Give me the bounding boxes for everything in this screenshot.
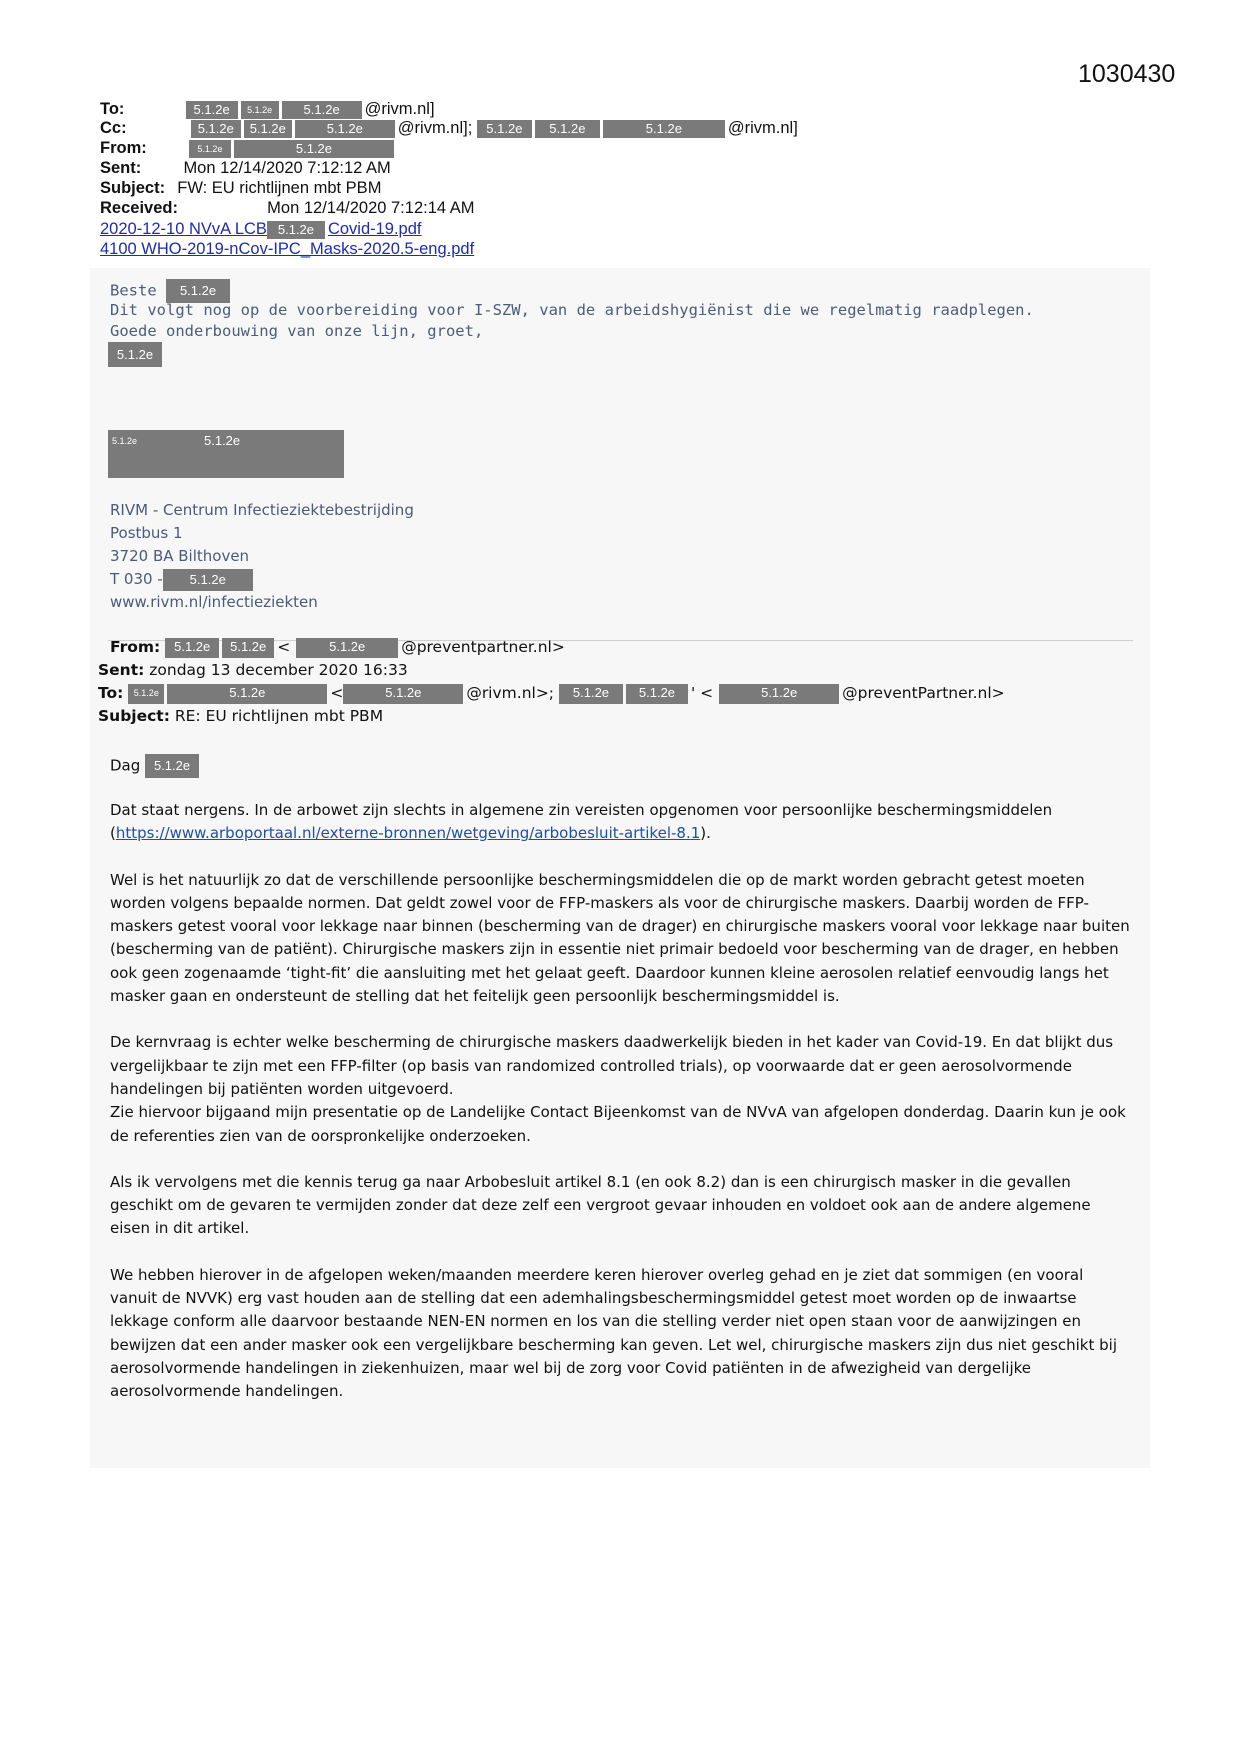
redaction: 5.1.2e: [189, 140, 231, 158]
sent-label: Sent:: [100, 159, 142, 177]
forward-signoff: [108, 342, 165, 367]
reply-to-row: To: 5.1.2e 5.1.2e < 5.1.2e @rivm.nl>; 5.1.2e 5.1.2e ' < 5.1.2e @preventPartner.nl>: [98, 684, 1005, 702]
redaction: 5.1.2e: [165, 638, 219, 658]
reply-subject-label: Subject:: [98, 707, 170, 725]
signature-city: 3720 BA Bilthoven: [110, 547, 250, 565]
redaction: 5.1.2e: [128, 684, 164, 704]
redaction: 5.1.2e: [267, 221, 325, 239]
redaction: 5.1.2e: [244, 120, 292, 138]
attachment-1-suffix[interactable]: Covid-19.pdf: [327, 220, 422, 238]
paragraph-1: [110, 799, 1130, 846]
subject-label: Subject:: [100, 179, 166, 197]
reply-from-row: From: 5.1.2e 5.1.2e < 5.1.2e @preventpartner.nl>: [110, 638, 565, 656]
header-sent-row: [100, 158, 391, 178]
signature-website: www.rivm.nl/infectieziekten: [110, 593, 318, 611]
paragraph-1-text: Dat staat nergens. In de arbowet zijn slechts in algemene zin vereisten opgenomen voor persoonlijke beschermingsmiddelen (: [110, 801, 1053, 843]
header-received-row: [100, 198, 474, 218]
reply-sent-label: Sent:: [98, 661, 145, 679]
to-suffix: @rivm.nl]: [364, 100, 435, 118]
redaction: 5.1.2e: [222, 638, 274, 658]
reply-subject-row: [98, 705, 383, 728]
cc-label: Cc:: [100, 119, 127, 137]
redaction: 5.1.2e: [167, 684, 327, 704]
cc-suffix-2: @rivm.nl]: [727, 119, 798, 137]
redaction: 5.1.2e: [145, 754, 199, 778]
redaction: 5.1.2e: [603, 120, 725, 138]
redaction-label: 5.1.2e: [204, 433, 241, 448]
redaction: 5.1.2e: [559, 684, 623, 704]
header-cc-row: [100, 118, 798, 138]
paragraph-3b: Zie hiervoor bijgaand mijn presentatie op de Landelijke Contact Bijeenkomst van de NVvA van afgelopen donderdag. Daarin kun je ook de referenties zien van de oorspronkelijke onderzoeken.: [110, 1103, 1126, 1145]
signature-org: RIVM - Centrum Infectieziektebestrijding: [110, 501, 414, 519]
redaction: 5.1.2e: [234, 140, 394, 158]
signature-postbus: Postbus 1: [110, 524, 183, 542]
reply-body: [110, 799, 1130, 1427]
redaction: 5.1.2e: [163, 569, 253, 591]
header-from-row: [100, 138, 397, 158]
forward-line-2: Goede onderbouwing van onze lijn, groet,: [110, 322, 484, 340]
signature-phone: [110, 568, 256, 592]
cc-suffix-1: @rivm.nl];: [397, 119, 473, 137]
paragraph-3a: De kernvraag is echter welke bescherming de chirurgische maskers daadwerkelijk bieden in het kader van Covid-19. En dat blijkt dus vergelijkbaar te zijn met een FFP-filter (op basis van randomized controlled trials), op voorwaarde dat er geen aerosolvormende handelingen bij patiënten worden uitgevoerd.: [110, 1033, 1114, 1098]
paragraph-5: We hebben hierover in de afgelopen weken/maanden meerdere keren hierover overleg gehad en je ziet dat sommigen (en vooral vanuit de NVVK) erg vast houden aan de stelling dat een ademhalingsbeschermingsmiddel getest moet worden op de inwaartse lekkage conform alle daarvoor bestaande NEN-EN normen en los van die stelling verder niet open staan voor de aanwijzingen en bewijzen dat een ander masker ook een vergelijkbare bescherming kan geven. Let wel, chirurgische maskers zijn dus niet geschikt bij aerosolvormende handelingen in ziekenhuizen, maar wel bij de zorg voor Covid patiënten in de afwezigheid van dergelijke aerosolvormende handelingen.: [110, 1265, 1117, 1401]
sent-value: Mon 12/14/2020 7:12:12 AM: [183, 159, 391, 177]
paragraph-1-end: ).: [700, 824, 711, 843]
attachment-2[interactable]: [100, 239, 474, 259]
attachment-1[interactable]: [100, 219, 422, 239]
forward-line-1: Dit volgt nog op de voorbereiding voor I-SZW, van de arbeidshygiënist die we regelmatig raadplegen.: [110, 301, 1034, 319]
reply-subject-value: RE: EU richtlijnen mbt PBM: [174, 707, 384, 725]
reply-salutation: [110, 754, 202, 778]
reply-from-suffix: @preventpartner.nl>: [401, 638, 565, 656]
paragraph-4: Als ik vervolgens met die kennis terug ga naar Arbobesluit artikel 8.1 (en ook 8.2) dan is een chirurgisch masker in die gevallen geschikt om de gevaren te vermijden zonder dat deze zelf een vergroot gevaar inhouden en voldoet ook aan de andere algemene eisen in dit artikel.: [110, 1172, 1091, 1238]
reply-sent-value: zondag 13 december 2020 16:33: [149, 661, 408, 679]
redaction: 5.1.2e: [186, 101, 238, 119]
reply-sent-row: [98, 659, 408, 682]
redaction: 5.1.2e: [191, 120, 241, 138]
redaction: 5.1.2e: [282, 101, 362, 119]
header-subject-row: [100, 178, 381, 198]
attachment-2-link[interactable]: 4100 WHO-2019-nCov-IPC_Masks-2020.5-eng.pdf: [100, 240, 475, 258]
phone-prefix: T 030 -: [110, 570, 163, 588]
reply-to-suffix-1: @rivm.nl>;: [466, 684, 555, 702]
redaction: 5.1.2e: [241, 101, 279, 119]
redaction: 5.1.2e: [626, 684, 688, 704]
attachment-1-prefix[interactable]: 2020-12-10 NVvA LCB: [100, 220, 267, 238]
salutation-text: Dag: [110, 756, 141, 775]
from-label: From:: [100, 139, 147, 157]
redaction: 5.1.2e: [295, 120, 395, 138]
document-number: 1030430: [1078, 60, 1176, 88]
reply-from-label: From:: [110, 638, 161, 656]
received-value: Mon 12/14/2020 7:12:14 AM: [267, 199, 475, 217]
redaction: 5.1.2e: [535, 120, 600, 138]
redaction: 5.1.2e: [477, 120, 532, 138]
redaction: 5.1.2e: [166, 279, 230, 303]
greeting-text: Beste: [110, 281, 157, 300]
header-to-row: [100, 99, 435, 119]
reply-to-label: To:: [98, 684, 124, 702]
redaction-label: 5.1.2e: [112, 436, 138, 446]
redaction: 5.1.2e: [719, 684, 839, 704]
reply-to-suffix-2: @preventPartner.nl>: [842, 684, 1005, 702]
redaction: 5.1.2e: [343, 684, 463, 704]
subject-value: FW: EU richtlijnen mbt PBM: [177, 179, 382, 197]
signature-redaction-block: [108, 430, 344, 478]
redaction: 5.1.2e: [296, 638, 398, 658]
paragraph-2: Wel is het natuurlijk zo dat de verschillende persoonlijke beschermingsmiddelen die op de markt worden gebracht getest moeten worden volgens bepaalde normen. Dat geldt zowel voor de FFP-maskers als voor de chirurgische maskers. Daarbij worden de FFP-maskers getest vooral voor lekkage naar binnen (bescherming van de drager) en chirurgische maskers vooral voor lekkage naar buiten (bescherming van de patiënt). Chirurgische maskers zijn in essentie niet primair bedoeld voor bescherming van de drager, en hebben ook geen zogenaamde ‘tight-fit’ die aansluiting met het gelaat geeft. Daardoor kunnen kleine aerosolen relatief eenvoudig langs het masker gaan en ondersteunt de stelling dat het feitelijk geen persoonlijk beschermingsmiddel is.: [110, 870, 1130, 1006]
to-label: To:: [100, 100, 125, 118]
redaction: 5.1.2e: [108, 342, 162, 367]
arboportaal-link[interactable]: https://www.arboportaal.nl/externe-bronnen/wetgeving/arbobesluit-artikel-8.1: [115, 824, 701, 843]
received-label: Received:: [100, 199, 178, 217]
